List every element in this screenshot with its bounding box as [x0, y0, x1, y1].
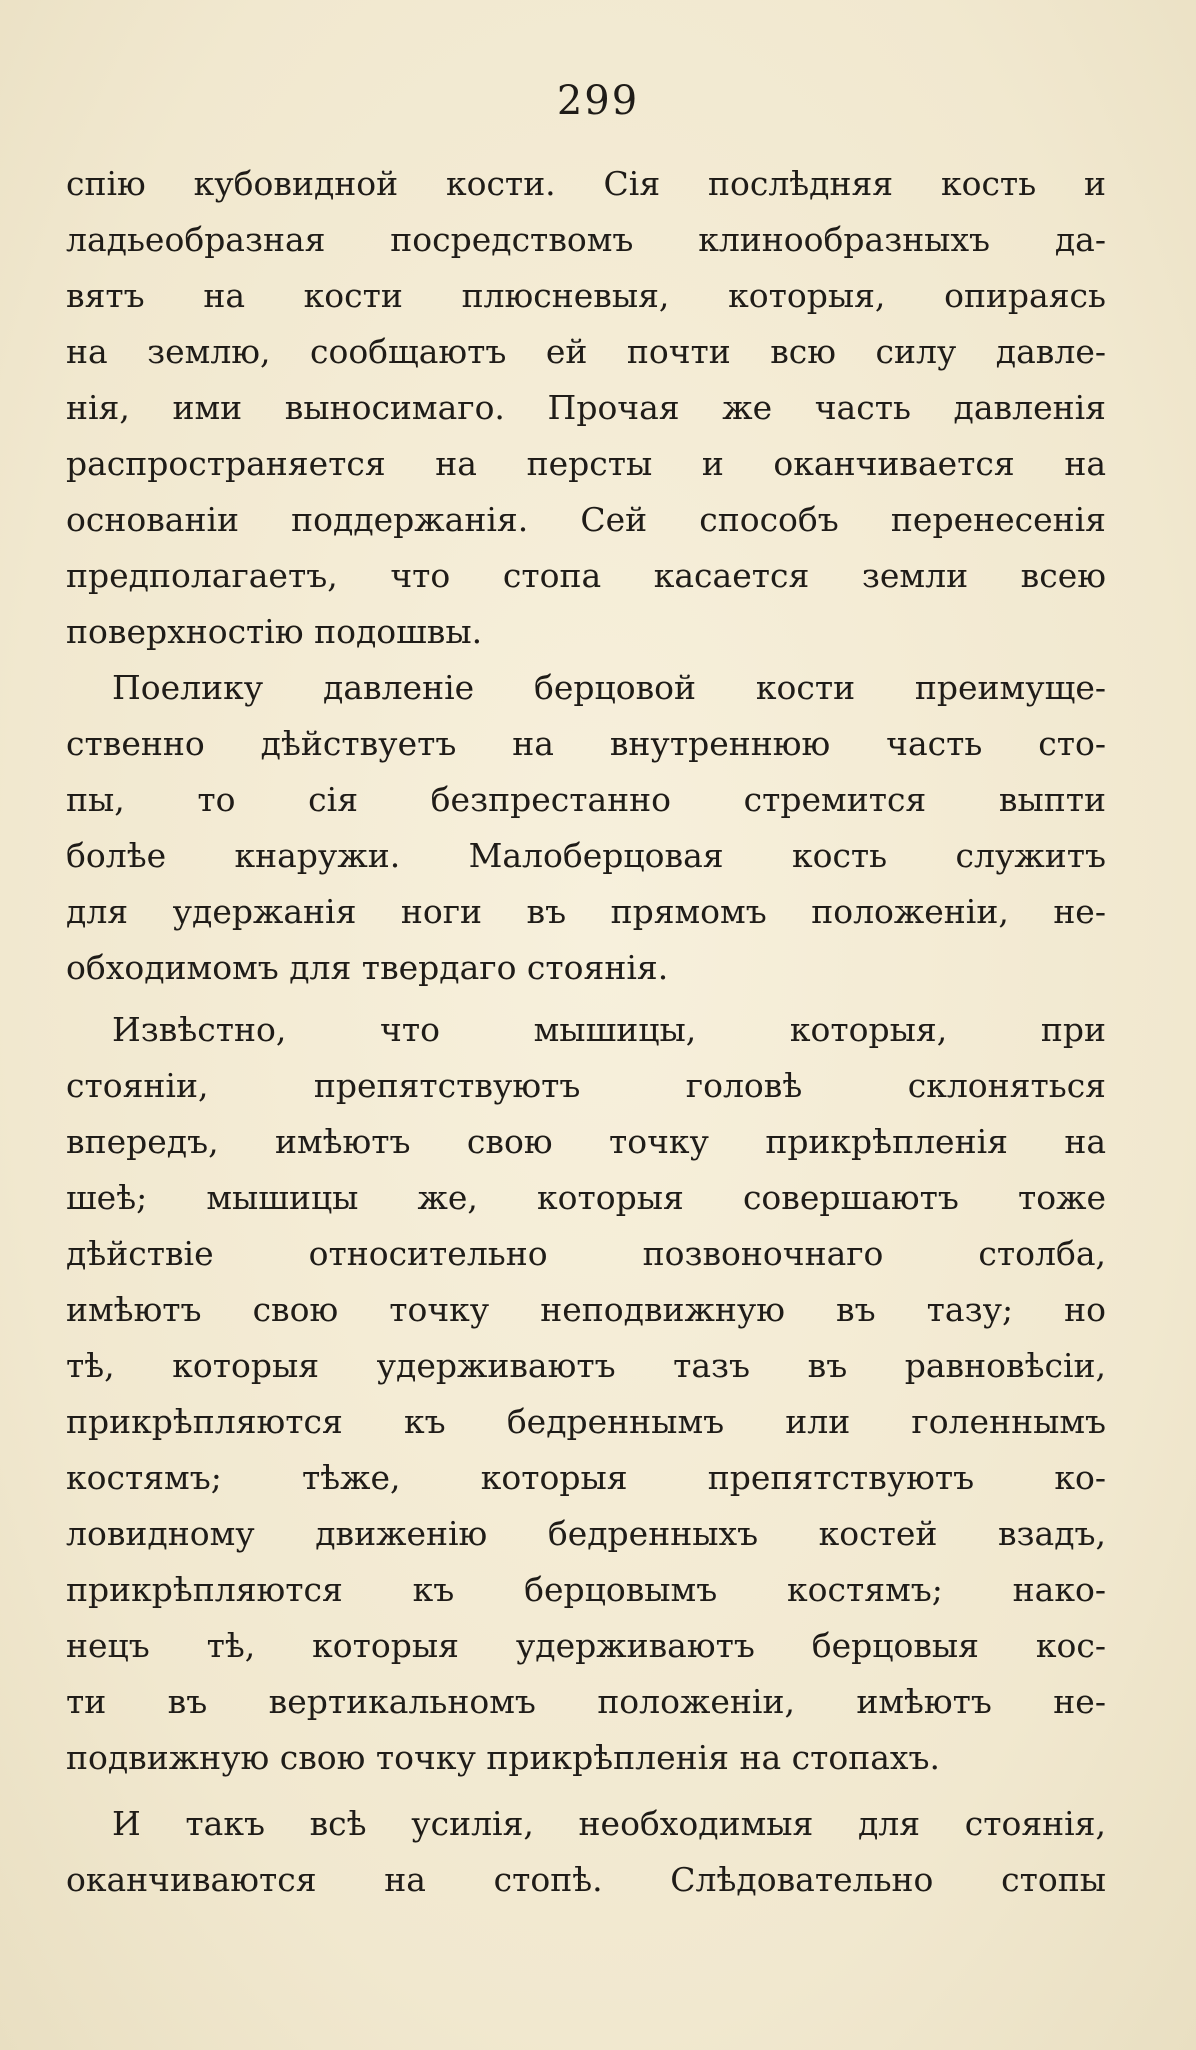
text-line: нецъ тѣ, которыя удерживаютъ берцовыя кос- — [66, 1626, 1106, 1665]
text-line: для удержанія ноги въ прямомъ положеніи, не- — [66, 892, 1106, 931]
text-line: вятъ на кости плюсневыя, которыя, опираясь — [66, 276, 1106, 315]
text-line: Поелику давленіе берцовой кости преимуще- — [112, 668, 1106, 707]
text-line: прикрѣпляются къ берцовымъ костямъ; нако- — [66, 1570, 1106, 1609]
text-line: Извѣстно, что мышицы, которыя, при — [112, 1010, 1106, 1049]
text-line: спію кубовидной кости. Сія послѣдняя кость и — [66, 164, 1106, 203]
paragraph-3 — [66, 1002, 1106, 1786]
paragraph-2 — [66, 660, 1106, 996]
text-line: И такъ всѣ усилія, необходимыя для стоянія, — [112, 1804, 1106, 1843]
text-line: на землю, сообщаютъ ей почти всю силу давле- — [66, 332, 1106, 371]
text-line: шеѣ; мышицы же, которыя совершаютъ тоже — [66, 1178, 1106, 1217]
text-line: прикрѣпляются къ бедреннымъ или голеннымъ — [66, 1402, 1106, 1441]
text-line: впередъ, имѣютъ свою точку прикрѣпленія на — [66, 1122, 1106, 1161]
text-line: тѣ, которыя удерживаютъ тазъ въ равновѣсіи, — [66, 1346, 1106, 1385]
page-number: 299 — [556, 78, 640, 124]
text-line: нія, ими выносимаго. Прочая же часть давленія — [66, 388, 1106, 427]
text-line: дѣйствіе относительно позвоночнаго столба, — [66, 1234, 1106, 1273]
text-line: предполагаетъ, что стопа касается земли всею — [66, 556, 1106, 595]
text-line: поверхностію подошвы. — [66, 612, 483, 651]
paragraph-4 — [66, 1796, 1106, 1908]
text-line: обходимомъ для твердаго стоянія. — [66, 948, 669, 987]
text-line: пы, то сія безпрестанно стремится выпти — [66, 780, 1106, 819]
paragraph-1 — [66, 156, 1106, 660]
text-line: основанiи поддержанія. Сей способъ перенесенія — [66, 500, 1106, 539]
text-line: оканчиваются на стопѣ. Слѣдовательно стопы — [66, 1860, 1106, 1899]
text-line: стояніи, препятствуютъ головѣ склоняться — [66, 1066, 1106, 1105]
text-line: ловидному движенію бедренныхъ костей взадъ, — [66, 1514, 1106, 1553]
text-line: ти въ вертикальномъ положеніи, имѣютъ не- — [66, 1682, 1106, 1721]
text-line: болѣе кнаружи. Малоберцовая кость служитъ — [66, 836, 1106, 875]
text-line: ственно дѣйствуетъ на внутреннюю часть сто- — [66, 724, 1106, 763]
text-line: имѣютъ свою точку неподвижную въ тазу; но — [66, 1290, 1106, 1329]
text-line: распространяется на персты и оканчивается на — [66, 444, 1106, 483]
text-line: костямъ; тѣже, которыя препятствуютъ ко- — [66, 1458, 1106, 1497]
text-line: ладьеобразная посредствомъ клинообразныхъ да- — [66, 220, 1106, 259]
text-line: подвижную свою точку прикрѣпленія на стопахъ. — [66, 1738, 941, 1777]
